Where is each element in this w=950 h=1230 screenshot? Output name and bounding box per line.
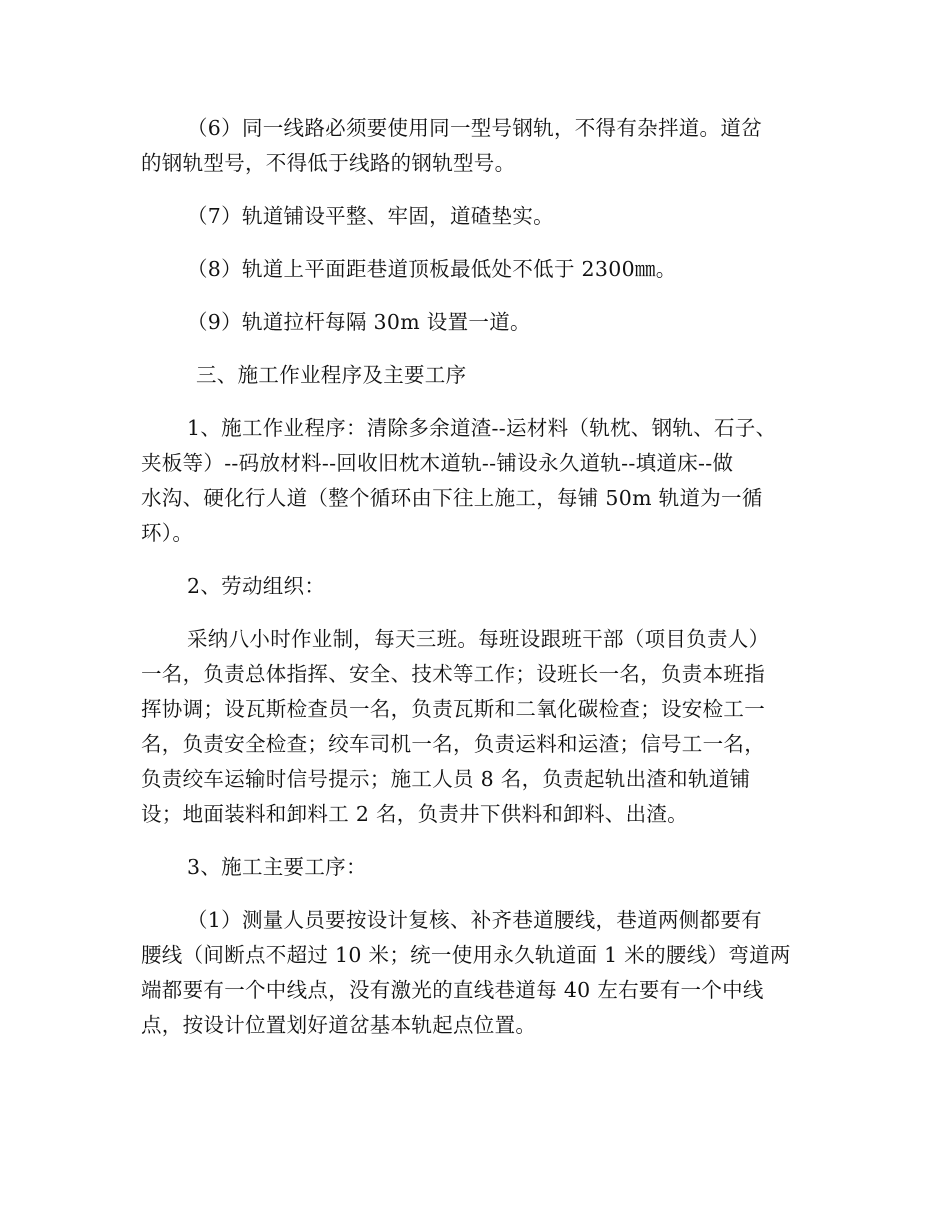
section-3-heading: 三、施工作业程序及主要工序 [196,363,467,387]
paragraph-6-line-1: （6）同一线路必须要使用同一型号钢轨，不得有杂拌道。道岔 [187,116,762,140]
item-1-line-1: 1、施工作业程序：清除多余道渣--运材料（轨枕、钢轨、石子、 [187,416,777,440]
labor-detail-line-2: 一名，负责总体指挥、安全、技术等工作；设班长一名，负责本班指 [141,662,765,686]
item-1-line-2: 夹板等）--码放材料--回收旧枕木道轨--铺设永久道轨--填道床--做 [141,451,734,475]
labor-detail-line-6: 设；地面装料和卸料工 2 名，负责井下供料和卸料、出渣。 [141,802,688,826]
item-3-heading: 3、施工主要工序： [187,855,367,879]
step-1-line-2: 腰线（间断点不超过 10 米；统一使用永久轨道面 1 米的腰线）弯道两 [141,943,791,967]
paragraph-8-line-1: （8）轨道上平面距巷道顶板最低处不低于 2300㎜。 [187,257,677,281]
item-2-heading: 2、劳动组织： [187,574,326,598]
labor-detail-line-1: 采纳八小时作业制，每天三班。每班设跟班干部（项目负责人） [187,627,770,651]
labor-detail-line-3: 挥协调；设瓦斯检查员一名，负责瓦斯和二氧化碳检查；设安检工一 [141,697,765,721]
item-1-line-4: 环）。 [141,521,194,545]
step-1-line-3: 端都要有一个中线点，没有激光的直线巷道每 40 左右要有一个中线 [141,978,764,1002]
step-1-line-1: （1）测量人员要按设计复核、补齐巷道腰线，巷道两侧都要有 [187,908,762,932]
labor-detail-line-5: 负责绞车运输时信号提示；施工人员 8 名，负责起轨出渣和轨道铺 [141,767,751,791]
paragraph-7-line-1: （7）轨道铺设平整、牢固，道碴垫实。 [187,204,554,228]
paragraph-6-line-2: 的钢轨型号，不得低于线路的钢轨型号。 [141,151,516,175]
item-1-line-3: 水沟、硬化行人道（整个循环由下往上施工，每铺 50m 轨道为一循 [141,486,763,510]
step-1-line-4: 点，按设计位置划好道岔基本轨起点位置。 [141,1013,537,1037]
paragraph-9-line-1: （9）轨道拉杆每隔 30m 设置一道。 [187,310,531,334]
labor-detail-line-4: 名，负责安全检查；绞车司机一名，负责运料和运渣；信号工一名， [141,732,765,756]
